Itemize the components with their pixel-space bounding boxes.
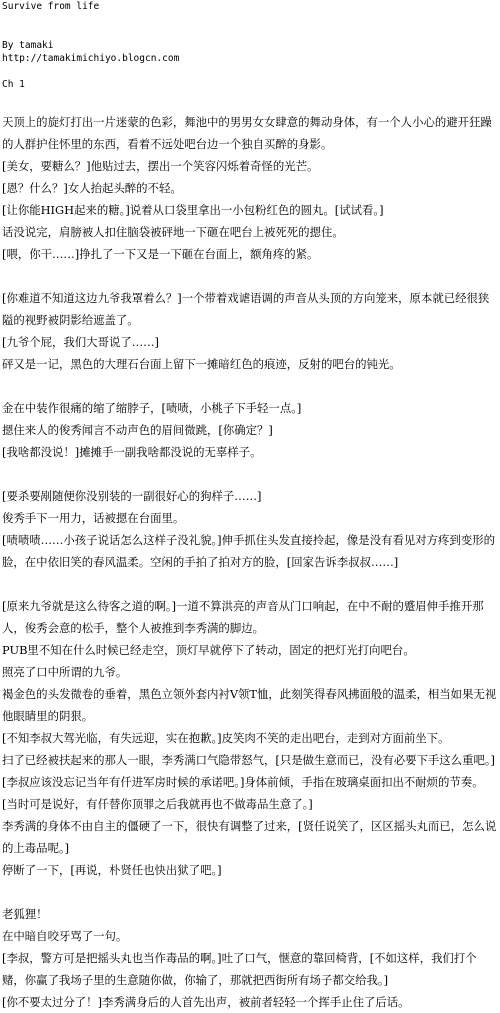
story-paragraph: [喂，你干……]挣扎了一下又是一下砸在台面上，额角疼的紧。	[2, 247, 319, 261]
story-paragraph: 照亮了口中所谓的九爷。	[2, 665, 128, 679]
blank-line	[2, 573, 498, 595]
blank-line	[2, 265, 498, 287]
story-paragraph: 砰又是一记，黑色的大理石台面上留下一摊暗红色的痕迹，反射的吧台的钝光。	[2, 357, 401, 371]
chapter-heading: Ch 1	[2, 79, 25, 90]
story-title: Survive from life	[2, 1, 100, 12]
story-paragraph: [让你能HIGH起来的糖。]说着从口袋里拿出一小包粉红色的圆丸。[试试看。]	[2, 203, 384, 217]
story-paragraph: [你难道不知道这边九爷我罩着么？]一个带着戏谑语调的声音从头顶的方向笼来，原本就已经很狭隘的视野被阴影给遮盖了。	[2, 291, 490, 327]
story-paragraph: 摁住来人的俊秀闻言不动声色的眉间微跳，[你确定？]	[2, 423, 273, 437]
story-paragraph: [李叔应该没忘记当年有仟进军房时候的承诺吧。]身体前倾，手指在玻璃桌面扣出不耐烦的节奏。[当时可是说好，有仟替你顶罪之后我就再也不做毒品生意了。]	[2, 775, 484, 811]
blank-line	[2, 881, 498, 903]
story-paragraph: [李叔，警方可是把摇头丸也当作毒品的啊。]吐了口气，惬意的靠回椅背，[不如这样，我们打个赌，你赢了我场子里的生意随你做，你输了，那就把西街所有场子都交给我。]	[2, 951, 477, 987]
story-paragraph: 金在中装作很痛的缩了缩脖子，[啧啧，小桃子下手轻一点。]	[2, 401, 302, 415]
story-paragraph: 天顶上的旋灯打出一片迷蒙的色彩，舞池中的男男女女肆意的舞动身体，有一个人小心的避开狂躁的人群护住怀里的东西，看着不远处吧台边一个独自买醉的身影。	[2, 115, 492, 151]
author-line: By tamaki	[2, 40, 54, 51]
story-paragraph: 褐金色的头发微卷的垂着，黑色立领外套内衬V领T恤，此刻笑得春风拂面般的温柔，相当如果无视他眼睛里的阴狠。	[2, 687, 497, 723]
story-paragraph: [不知李叔大驾光临，有失远迎，实在抱歉。]皮笑肉不笑的走出吧台，走到对方面前坐下。	[2, 731, 450, 745]
story-paragraph: [啧啧啧……小孩子说话怎么这样子没礼貌。]伸手抓住头发直接拎起，像是没有看见对方疼到变形的脸，在中依旧笑的春风温柔。空闲的手拍了拍对方的脸，[回家告诉李叔叔……]	[2, 533, 495, 569]
story-paragraph: [美女，要糖么？]他贴过去，摆出一个笑容闪烁着奇怪的光芒。	[2, 159, 319, 173]
story-paragraph: [九爷个屁，我们大哥说了……]	[2, 335, 159, 349]
story-paragraph: 老狐狸！	[2, 907, 48, 921]
story-paragraph: [我啥都没说！]摊摊手一副我啥都没说的无辜样子。	[2, 445, 262, 459]
blank-line	[2, 463, 498, 485]
story-paragraph: [要杀要剐随便你没别装的一副很好心的狗样子……]	[2, 489, 262, 503]
story-paragraph: 扫了已经被扶起来的那人一眼，李秀满口气隐带怒气，[只是做生意而已，没有必要下手这么重吧。]	[2, 753, 495, 767]
blog-url[interactable]: http://tamakimichiyo.blogcn.com	[2, 53, 180, 64]
story-paragraph: [你不要太过分了！]李秀满身后的人首先出声，被前者轻轻一个挥手止住了后话。	[2, 995, 410, 1009]
story-paragraph: 停断了一下，[再说，朴贤任也快出狱了吧。]	[2, 863, 222, 877]
story-paragraph: 在中暗自咬牙骂了一句。	[2, 929, 128, 943]
story-paragraph: PUB里不知在什么时候已经走空，顶灯早就停下了转动，固定的把灯光打向吧台。	[2, 643, 415, 657]
blank-line	[2, 375, 498, 397]
story-body	[2, 111, 498, 1013]
story-paragraph: [原来九爷就是这么待客之道的啊。]一道不算洪亮的声音从门口响起，在中不耐的蹙眉伸手推开那人，俊秀会意的松手，整个人被推到李秀满的脚边。	[2, 599, 484, 635]
story-paragraph: [恩？什么？]女人抬起头醉的不轻。	[2, 181, 182, 195]
story-paragraph: 俊秀手下一用力，话被摁在台面里。	[2, 511, 185, 525]
story-paragraph: 李秀满的身体不由自主的僵硬了一下，很快有调整了过来，[贤任说笑了，区区摇头丸而已，怎么说的上毒品呢。]	[2, 819, 497, 855]
story-paragraph: 话没说完，肩膀被人扣住脑袋被砰地一下砸在吧台上被死死的摁住。	[2, 225, 344, 239]
